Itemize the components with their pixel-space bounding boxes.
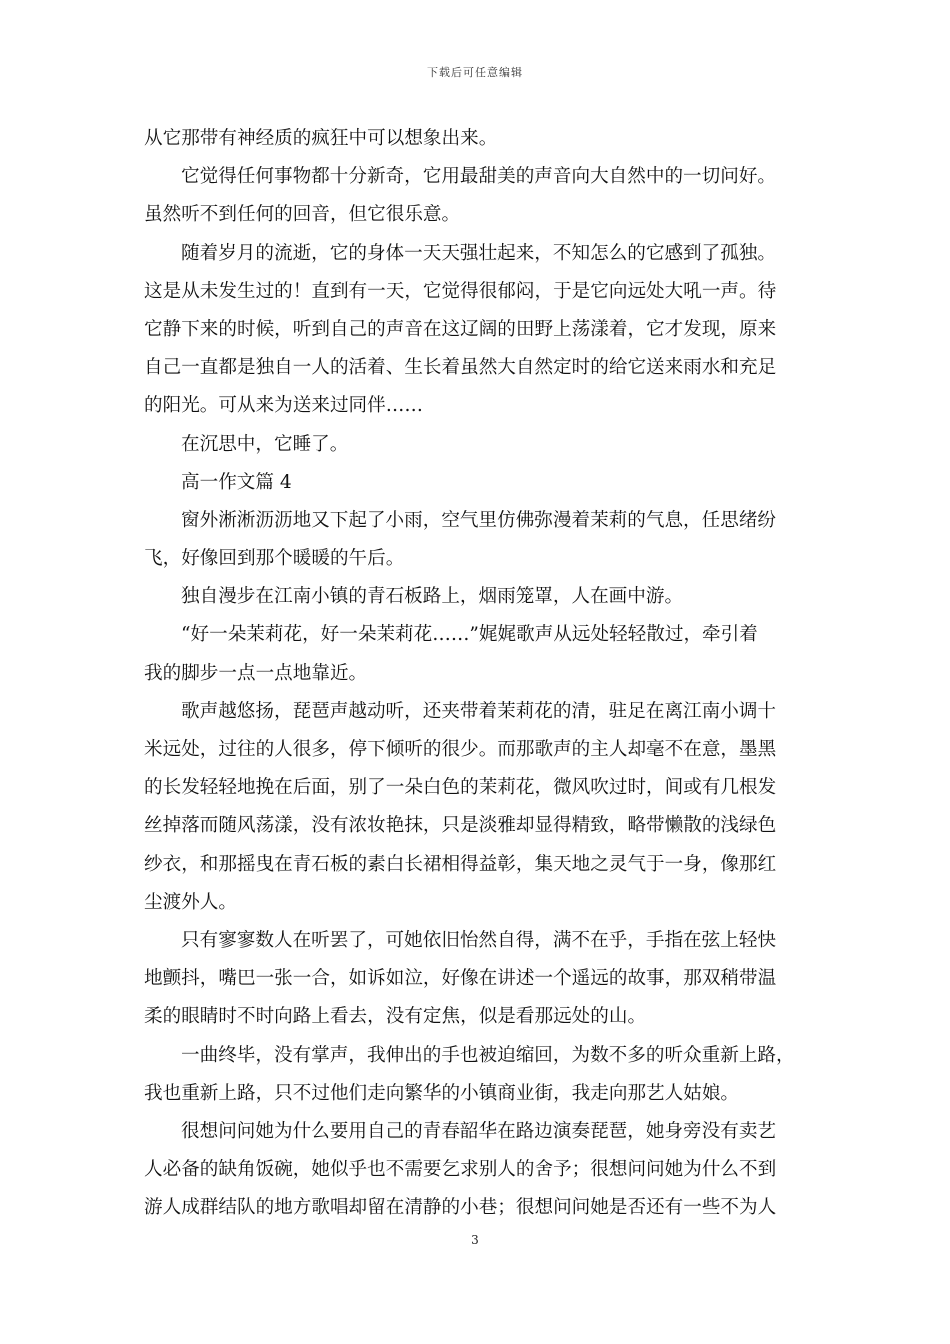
text-line: 的阳光。可从来为送来过同伴……	[144, 395, 423, 417]
text-line: 独自漫步在江南小镇的青石板路上，烟雨笼罩，人在画中游。	[181, 586, 684, 608]
text-line: 柔的眼睛时不时向路上看去，没有定焦，似是看那远处的山。	[144, 1006, 647, 1028]
text-line: 游人成群结队的地方歌唱却留在清静的小巷；很想问问她是否还有一些不为人	[144, 1197, 777, 1219]
page-header: 下载后可任意编辑	[427, 66, 523, 79]
text-line: 尘渡外人。	[144, 891, 237, 913]
text-line: 一曲终毕，没有掌声，我伸出的手也被迫缩回，为数不多的听众重新上路，	[181, 1044, 795, 1066]
text-line: 它静下来的时候，听到自己的声音在这辽阔的田野上荡漾着，它才发现，原来	[144, 318, 777, 340]
text-line: 从它那带有神经质的疯狂中可以想象出来。	[144, 128, 498, 149]
text-line: 自己一直都是独自一人的活着、生长着虽然大自然定时的给它送来雨水和充足	[144, 357, 777, 379]
text-line: 窗外淅淅沥沥地又下起了小雨，空气里仿佛弥漫着茉莉的气息，任思绪纷	[181, 509, 777, 531]
text-line: 它觉得任何事物都十分新奇，它用最甜美的声音向大自然中的一切问好。	[181, 166, 777, 188]
text-line: 很想问问她为什么要用自己的青春韶华在路边演奏琵琶，她身旁没有卖艺	[181, 1120, 777, 1142]
document-body	[144, 120, 810, 1227]
text-line: 飞，好像回到那个暖暖的午后。	[144, 548, 405, 570]
text-line: 地颤抖，嘴巴一张一合，如诉如泣，好像在讲述一个遥远的故事，那双稍带温	[144, 968, 777, 990]
text-line: 虽然听不到任何的回音，但它很乐意。	[144, 204, 461, 226]
text-line: 纱衣，和那摇曳在青石板的素白长裙相得益彰，集天地之灵气于一身，像那红	[144, 853, 777, 875]
text-line: 歌声越悠扬，琵琶声越动听，还夹带着茉莉花的清，驻足在离江南小调十	[181, 700, 777, 722]
text-line: 我也重新上路，只不过他们走向繁华的小镇商业街，我走向那艺人姑娘。	[144, 1082, 740, 1104]
text-line: 在沉思中，它睡了。	[181, 433, 349, 455]
text-line: 只有寥寥数人在听罢了，可她依旧怡然自得，满不在乎，手指在弦上轻快	[181, 929, 777, 951]
text-line: “好一朵茉莉花，好一朵茉莉花……”娓娓歌声从远处轻轻散过，牵引着	[181, 624, 758, 646]
text-line: 丝掉落而随风荡漾，没有浓妆艳抹，只是淡雅却显得精致，略带懒散的浅绿色	[144, 815, 777, 837]
text-line: 米远处，过往的人很多，停下倾听的很少。而那歌声的主人却毫不在意，墨黑	[144, 739, 777, 760]
section-title: 高一作文篇 4	[181, 471, 292, 493]
text-line: 随着岁月的流逝，它的身体一天天强壮起来，不知怎么的它感到了孤独。	[181, 242, 777, 264]
text-line: 人必备的缺角饭碗，她似乎也不需要乞求别人的舍予；很想问问她为什么不到	[144, 1159, 777, 1181]
text-line: 我的脚步一点一点地靠近。	[144, 662, 368, 684]
text-line: 的长发轻轻地挽在后面，别了一朵白色的茉莉花，微风吹过时，间或有几根发	[144, 777, 777, 799]
page-number: 3	[471, 1233, 479, 1247]
text-line: 这是从未发生过的！直到有一天，它觉得很郁闷，于是它向远处大吼一声。待	[144, 280, 777, 302]
